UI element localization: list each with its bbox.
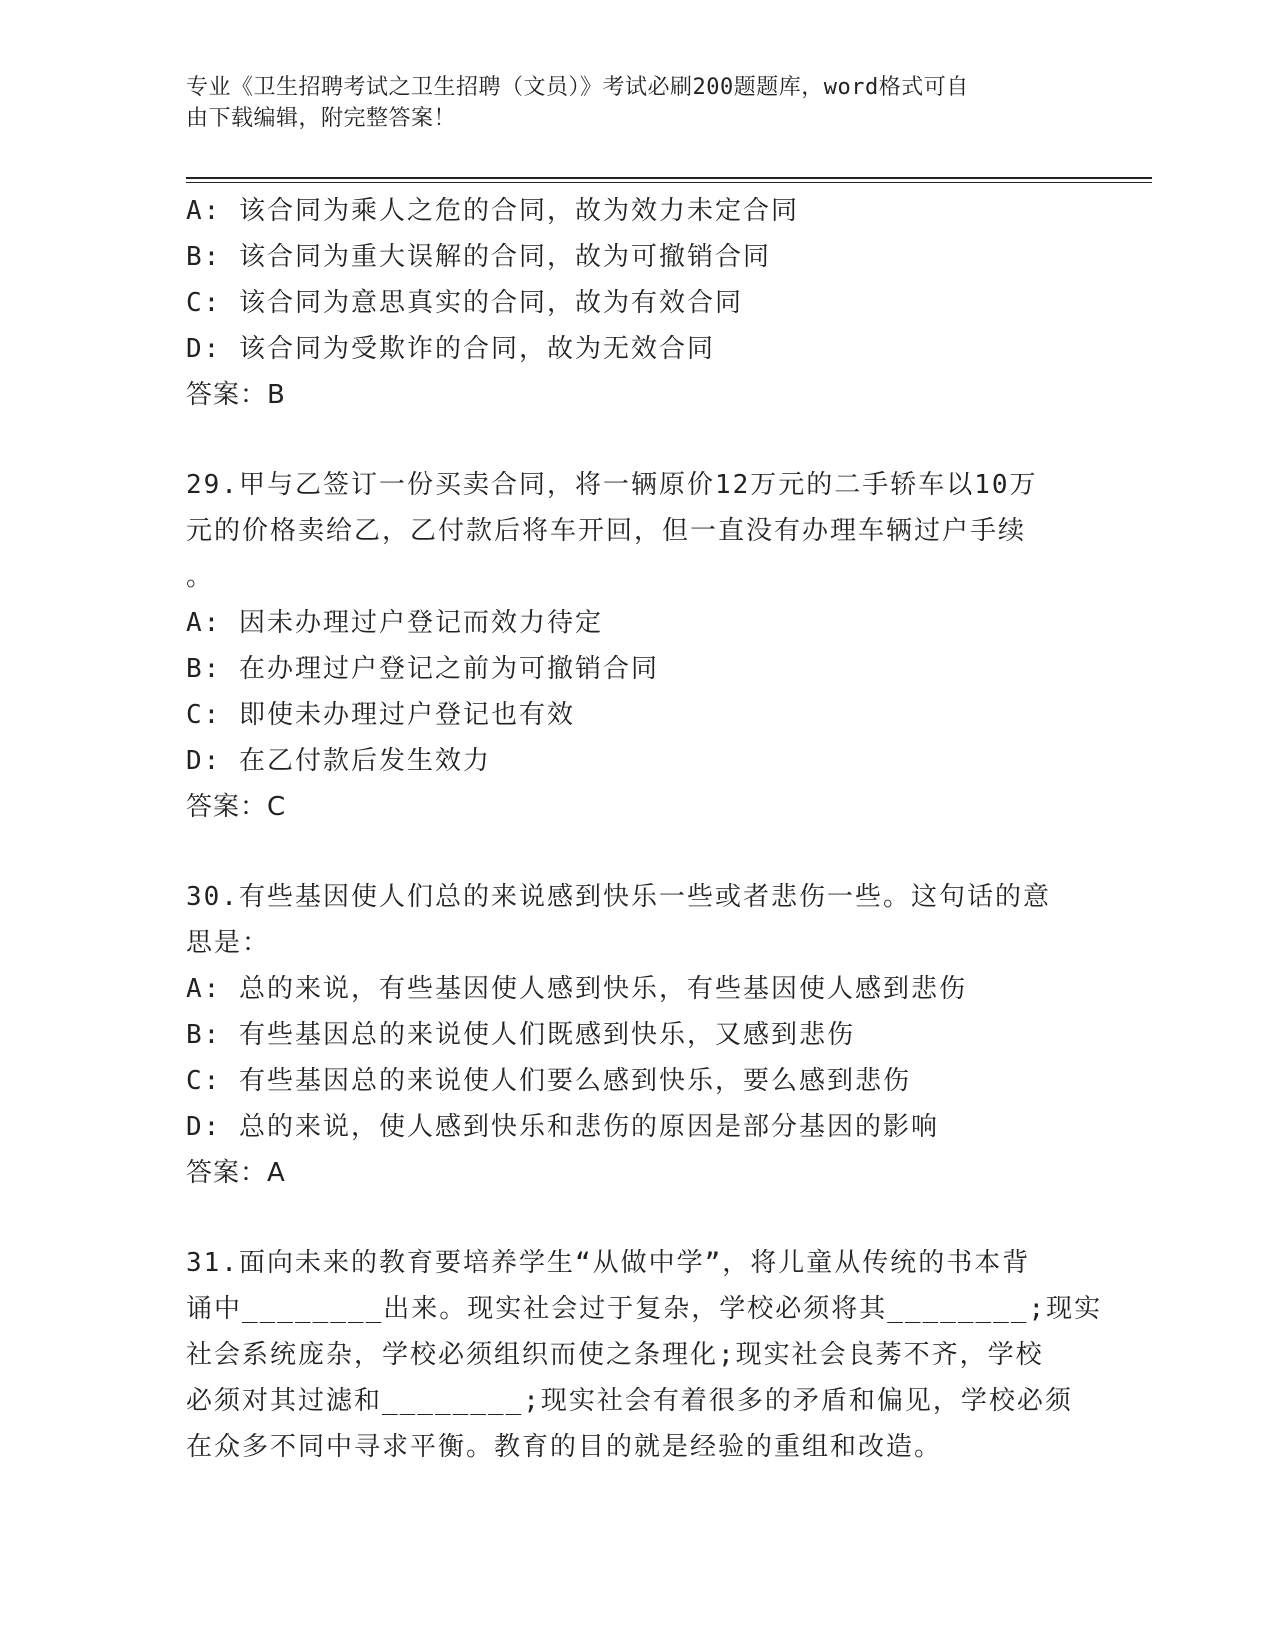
question-29 <box>186 462 1066 830</box>
question-text-line: 必须对其过滤和________;现实社会有着很多的矛盾和偏见，学校必须 <box>186 1386 1073 1416</box>
option-a: A: 总的来说，有些基因使人感到快乐，有些基因使人感到悲伤 <box>186 974 967 1004</box>
question-text-line: 诵中________出来。现实社会过于复杂，学校必须将其________;现实 <box>186 1294 1103 1324</box>
option-c: C: 有些基因总的来说使人们要么感到快乐，要么感到悲伤 <box>186 1066 911 1096</box>
option-b: B: 有些基因总的来说使人们既感到快乐，又感到悲伤 <box>186 1020 855 1050</box>
question-text-line: 。 <box>186 562 215 592</box>
header-divider-thick <box>186 177 1152 179</box>
header-line-1: 专业《卫生招聘考试之卫生招聘（文员）》考试必刷200题题库，word格式可自 <box>186 75 969 100</box>
option-b: B: 在办理过户登记之前为可撤销合同 <box>186 654 659 684</box>
option-d: D: 在乙付款后发生效力 <box>186 746 491 776</box>
question-text-line: 29.甲与乙签订一份买卖合同，将一辆原价12万元的二手轿车以10万 <box>186 470 1038 500</box>
question-text-line: 元的价格卖给乙，乙付款后将车开回，但一直没有办理车辆过户手续 <box>186 516 1027 546</box>
option-b: B: 该合同为重大误解的合同，故为可撤销合同 <box>186 242 771 272</box>
spacer <box>186 830 1066 874</box>
header-line-2: 由下载编辑，附完整答案！ <box>186 106 457 131</box>
document-body <box>186 188 1103 1470</box>
question-text-line: 31.面向未来的教育要培养学生“从做中学”，将儿童从传统的书本背 <box>186 1248 1031 1278</box>
question-31 <box>186 1240 1103 1470</box>
question-28-tail <box>186 188 1066 418</box>
answer-label: 答案：C <box>186 792 287 822</box>
question-30 <box>186 874 1066 1196</box>
option-d: D: 该合同为受欺诈的合同，故为无效合同 <box>186 334 715 364</box>
question-text-line: 思是： <box>186 928 271 958</box>
header-divider-thin <box>186 182 1152 183</box>
spacer <box>186 1196 1066 1240</box>
question-text-line: 社会系统庞杂，学校必须组织而使之条理化;现实社会良莠不齐，学校 <box>186 1340 1044 1370</box>
option-c: C: 该合同为意思真实的合同，故为有效合同 <box>186 288 743 318</box>
spacer <box>186 418 1066 462</box>
answer-label: 答案：A <box>186 1158 286 1188</box>
question-text-line: 在众多不同中寻求平衡。教育的目的就是经验的重组和改造。 <box>186 1432 943 1462</box>
answer-label: 答案：B <box>186 380 286 410</box>
option-d: D: 总的来说，使人感到快乐和悲伤的原因是部分基因的影响 <box>186 1112 939 1142</box>
option-c: C: 即使未办理过户登记也有效 <box>186 700 575 730</box>
option-a: A: 因未办理过户登记而效力待定 <box>186 608 603 638</box>
option-a: A: 该合同为乘人之危的合同，故为效力未定合同 <box>186 196 799 226</box>
question-text-line: 30.有些基因使人们总的来说感到快乐一些或者悲伤一些。这句话的意 <box>186 882 1051 912</box>
document-header <box>186 72 1066 134</box>
